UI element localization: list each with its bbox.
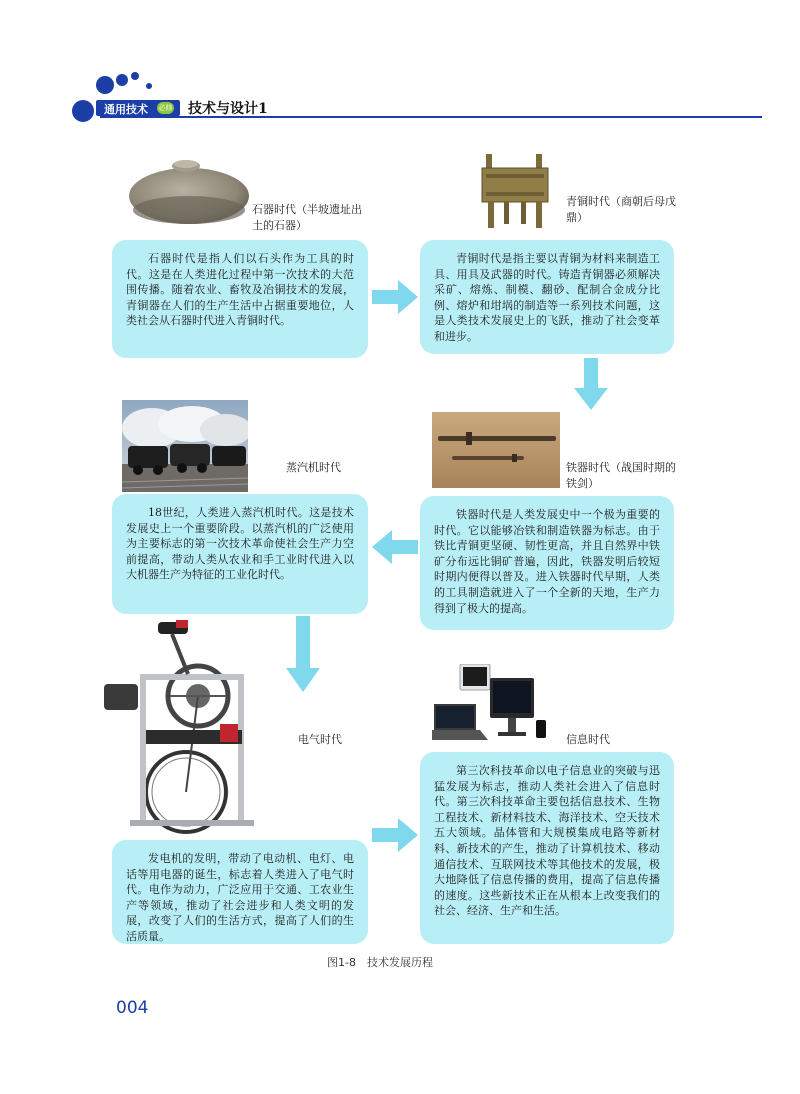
header-dot bbox=[116, 74, 128, 86]
arrow-left-icon bbox=[372, 530, 418, 564]
figure-caption: 图1-8 技术发展历程 bbox=[327, 956, 433, 969]
bronze-age-textbox: 青铜时代是指主要以青铜为材料来制造工具、用具及武器的时代。铸造青铜器必须解决采矿、熔炼、制模、翻砂、配制合金成分比例、熔炉和坩埚的制造等一系列技术问题，这是人类技术发展史上的飞跃，推动了社会变革和进步。 bbox=[420, 240, 674, 354]
iron-age-label: 铁器时代（战国时期的铁剑） bbox=[566, 461, 676, 490]
bronze-age-label: 青铜时代（商朝后母戊鼎） bbox=[566, 195, 676, 224]
subject-name: 通用技术 bbox=[104, 103, 148, 116]
arrow-right-icon bbox=[372, 818, 418, 852]
stone-age-textbox: 石器时代是指人们以石头作为工具的时代。这是在人类进化过程中第一次技术的大范围传播。随着农业、畜牧及冶铜技术的发展，青铜器在人们的生产生活中占据重要地位，人类社会从石器时代进入青铜时代。 bbox=[112, 240, 368, 358]
info-age-textbox: 第三次科技革命以电子信息业的突破与迅猛发展为标志，推动人类社会进入了信息时代。第三次科技革命主要包括信息技术、生物工程技术、新材料技术、海洋技术、空天技术五大领域。晶体管和大规模集成电路等新材料、新技术的产生，推动了计算机技术、移动通信技术、互联网技术等其他技术的发展，极大地降低了信息传播的费用，提高了信息传播的速度。这些新技术正在从根本上改变我们的社会、经济、生产和生活。 bbox=[420, 752, 674, 944]
book-title: 技术与设计1 bbox=[188, 101, 268, 117]
bronze-ding-image bbox=[476, 152, 554, 232]
generator-bicycle-image bbox=[100, 614, 276, 840]
info-age-label: 信息时代 bbox=[566, 733, 610, 746]
arrow-right-icon bbox=[372, 280, 418, 314]
iron-sword-image bbox=[432, 412, 560, 488]
stone-tool-image bbox=[126, 152, 252, 228]
electric-age-textbox: 发电机的发明，带动了电动机、电灯、电话等用电器的诞生，标志着人类进入了电气时代。电作为动力，广泛应用于交通、工农业生产等领域，推动了社会进步和人类文明的发展，改变了人们的生活方式，提高了人们的生活质量。 bbox=[112, 840, 368, 944]
header-dot bbox=[146, 83, 152, 89]
iron-age-textbox: 铁器时代是人类发展史中一个极为重要的时代。它以能够冶铁和制造铁器为标志。由于铁比青铜更坚硬、韧性更高，并且自然界中铁矿分布远比铜矿普遍，因此，铁器发明后较短时期内便得以普及。进入铁器时代早期，人类的工具制造就进入了一个全新的天地，生产力得到了极大的提高。 bbox=[420, 496, 674, 630]
compulsory-badge: 必修 bbox=[158, 104, 173, 112]
arrow-down-icon bbox=[574, 358, 608, 410]
header-dot bbox=[72, 100, 94, 122]
header-dot bbox=[96, 76, 114, 94]
page-number: 004 bbox=[116, 998, 149, 1018]
steam-age-label: 蒸汽机时代 bbox=[286, 461, 341, 474]
computers-image bbox=[432, 664, 552, 744]
steam-locomotive-image bbox=[122, 400, 248, 492]
steam-age-textbox: 18世纪，人类进入蒸汽机时代。这是技术发展史上一个重要阶段。以蒸汽机的广泛使用为主要标志的第一次技术革命使社会生产力空前提高，带动人类从农业和手工业时代进入以大机器生产为特征的工业化时代。 bbox=[112, 494, 368, 614]
header-dot bbox=[131, 72, 139, 80]
page-header bbox=[0, 0, 800, 130]
stone-age-label: 石器时代（半坡遗址出土的石器） bbox=[252, 203, 362, 232]
arrow-down-icon bbox=[286, 616, 320, 692]
electric-age-label: 电气时代 bbox=[298, 733, 342, 746]
